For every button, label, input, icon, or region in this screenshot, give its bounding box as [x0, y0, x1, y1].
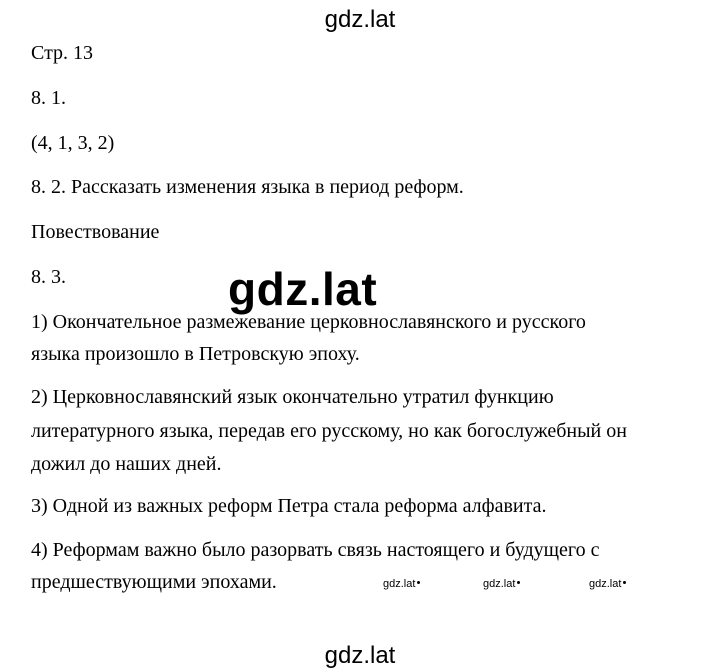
task-8-3-label: 8. 3. — [31, 266, 66, 288]
answer-item-4-line-2: предшествующими эпохами. — [31, 571, 277, 593]
answer-item-2-line-2: литературного языка, передав его русскому, но как богослужебный он — [31, 420, 627, 442]
answer-item-2-line-1: 2) Церковнославянский язык окончательно утратил функцию — [31, 386, 554, 408]
task-8-2-answer: Повествование — [31, 221, 160, 243]
watermark-small-2: gdz.lat — [483, 578, 520, 590]
watermark-small-1: gdz.lat — [383, 578, 420, 590]
answer-item-2-line-3: дожил до наших дней. — [31, 453, 222, 475]
answer-item-1-line-2: языка произошло в Петровскую эпоху. — [31, 343, 360, 365]
task-8-1-label: 8. 1. — [31, 87, 66, 109]
page-reference: Стр. 13 — [31, 42, 94, 64]
answer-item-3-line-1: 3) Одной из важных реформ Петра стала реформа алфавита. — [31, 495, 547, 517]
task-8-2-question: 8. 2. Рассказать изменения языка в период реформ. — [31, 176, 464, 198]
task-8-1-answer: (4, 1, 3, 2) — [31, 132, 115, 154]
answer-item-1-line-1: 1) Окончательное размежевание церковнославянского и русского — [31, 311, 586, 333]
answer-item-4-line-1: 4) Реформам важно было разорвать связь настоящего и будущего с — [31, 539, 600, 561]
watermark-top: gdz.lat — [324, 6, 396, 33]
watermark-bottom: gdz.lat — [324, 642, 396, 669]
watermark-small-3: gdz.lat — [589, 578, 626, 590]
watermark-center: gdz.lat — [228, 263, 378, 315]
